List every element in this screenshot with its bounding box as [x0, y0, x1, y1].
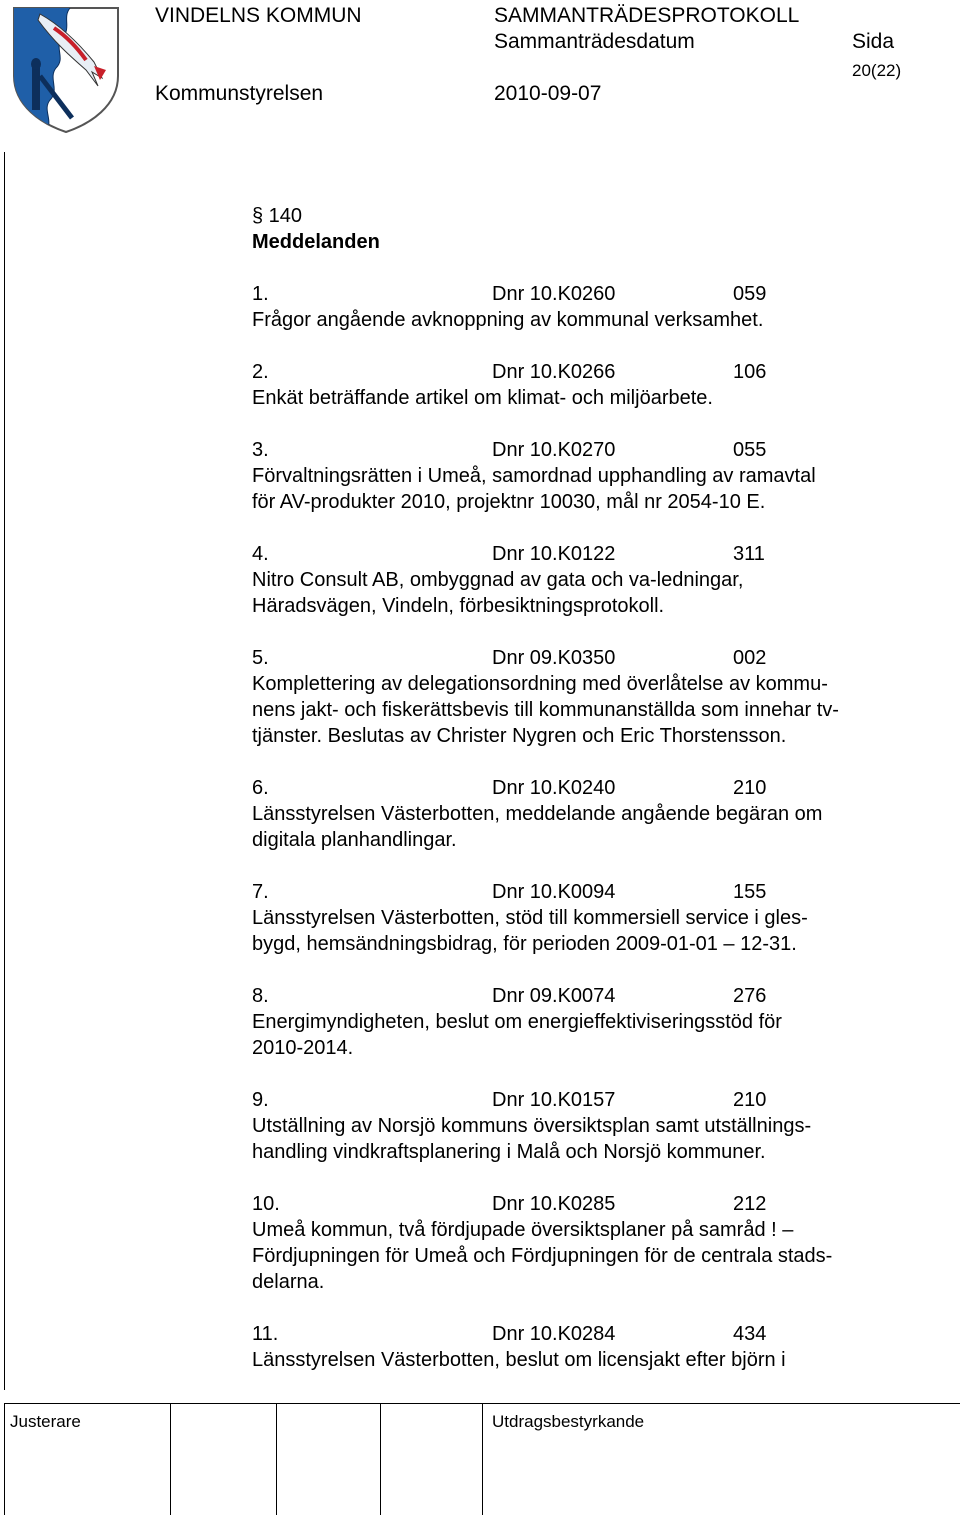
notice-item-header [252, 1191, 952, 1217]
notice-code: 210 [733, 777, 767, 799]
notice-item [252, 1321, 952, 1373]
notice-code: 212 [733, 1193, 767, 1215]
notice-item [252, 983, 952, 1061]
notice-number: 4. [252, 543, 269, 565]
notice-item-header [252, 359, 952, 385]
notice-item [252, 879, 952, 957]
notice-number: 2. [252, 361, 269, 383]
notice-diary-number: Dnr 10.K0157 [492, 1089, 616, 1111]
notice-item-header [252, 541, 952, 567]
notice-code: 276 [733, 985, 767, 1007]
notice-number: 9. [252, 1089, 269, 1111]
footer-signature-divider-4 [482, 1403, 483, 1515]
notice-number: 11. [252, 1323, 279, 1345]
notice-number: 3. [252, 439, 269, 461]
footer-signature-divider-1 [170, 1403, 171, 1515]
section-content [252, 203, 952, 1399]
notice-code: 210 [733, 1089, 767, 1111]
notice-item-header [252, 645, 952, 671]
footer-signature-divider-3 [380, 1403, 381, 1515]
committee-name: Kommunstyrelsen [155, 82, 324, 105]
notice-item [252, 645, 952, 749]
paragraph-number: § 140 [252, 205, 303, 227]
notice-code: 002 [733, 647, 767, 669]
notice-diary-number: Dnr 10.K0270 [492, 439, 616, 461]
notice-description: Komplettering av delegationsordning med överlåtelse av kommu- nens jakt- och fiskerättsbevis till kommunanställda som innehar tv- tjänster. Beslutas av Christer Nygren och Eric Thorstensson. [252, 673, 839, 747]
footer-signature-divider-2 [276, 1403, 277, 1515]
notice-item [252, 775, 952, 853]
meeting-date: 2010-09-07 [494, 82, 602, 105]
notice-description: Frågor angående avknoppning av kommunal verksamhet. [252, 309, 764, 331]
notice-number: 1. [252, 283, 269, 305]
notice-description: Utställning av Norsjö kommuns översiktsplan samt utställnings- handling vindkraftsplanering i Malå och Norsjö kommuner. [252, 1115, 812, 1163]
municipal-crest-logo [10, 6, 122, 134]
municipality-name: VINDELNS KOMMUN [155, 4, 362, 27]
notice-item [252, 1087, 952, 1165]
notice-code: 434 [733, 1323, 767, 1345]
notice-description: Umeå kommun, två fördjupade översiktsplaner på samråd ! – Fördjupningen för Umeå och Fördjupningen för de centrala stads- delarna. [252, 1219, 833, 1293]
notice-number: 7. [252, 881, 269, 903]
notice-description: Nitro Consult AB, ombyggnad av gata och va-ledningar, Häradsvägen, Vindeln, förbesiktningsprotokoll. [252, 569, 744, 617]
notice-diary-number: Dnr 10.K0285 [492, 1193, 616, 1215]
notice-diary-number: Dnr 10.K0284 [492, 1323, 616, 1345]
notice-diary-number: Dnr 10.K0094 [492, 881, 616, 903]
notice-number: 5. [252, 647, 269, 669]
notice-item [252, 281, 952, 333]
notice-item-header [252, 879, 952, 905]
notice-number: 8. [252, 985, 269, 1007]
notice-code: 059 [733, 283, 767, 305]
page-number: 20(22) [852, 61, 902, 80]
meeting-date-label: Sammanträdesdatum [494, 30, 695, 53]
notice-diary-number: Dnr 10.K0240 [492, 777, 616, 799]
footer-justerare-label: Justerare [10, 1412, 81, 1431]
left-frame-line [4, 152, 5, 1390]
notice-diary-number: Dnr 09.K0350 [492, 647, 616, 669]
notice-diary-number: Dnr 10.K0266 [492, 361, 616, 383]
page-label: Sida [852, 30, 895, 53]
notice-diary-number: Dnr 10.K0122 [492, 543, 616, 565]
notice-number: 10. [252, 1193, 280, 1215]
footer-left-line [4, 1403, 5, 1515]
notice-item [252, 541, 952, 619]
notice-item [252, 1191, 952, 1295]
notice-item-header [252, 1321, 952, 1347]
section-title: Meddelanden [252, 231, 380, 253]
document-type: SAMMANTRÄDESPROTOKOLL [494, 4, 800, 27]
notice-description: Energimyndigheten, beslut om energieffektiviseringsstöd för 2010-2014. [252, 1011, 782, 1059]
notice-description: Länsstyrelsen Västerbotten, stöd till kommersiell service i gles- bygd, hemsändningsbidrag, för perioden 2009-01-01 – 12-31. [252, 907, 808, 955]
notice-description: Förvaltningsrätten i Umeå, samordnad upphandling av ramavtal för AV-produkter 2010, projektnr 10030, mål nr 2054-10 E. [252, 465, 816, 513]
notice-code: 155 [733, 881, 767, 903]
notice-item [252, 359, 952, 411]
notice-item-header [252, 983, 952, 1009]
notice-item-header [252, 437, 952, 463]
notice-diary-number: Dnr 10.K0260 [492, 283, 616, 305]
notice-list [252, 281, 952, 1373]
notice-item [252, 437, 952, 515]
notice-description: Länsstyrelsen Västerbotten, meddelande angående begäran om digitala planhandlingar. [252, 803, 823, 851]
notice-description: Länsstyrelsen Västerbotten, beslut om licensjakt efter björn i [252, 1349, 786, 1371]
notice-item-header [252, 775, 952, 801]
notice-item-header [252, 281, 952, 307]
notice-code: 106 [733, 361, 767, 383]
notice-diary-number: Dnr 09.K0074 [492, 985, 616, 1007]
notice-description: Enkät beträffande artikel om klimat- och miljöarbete. [252, 387, 713, 409]
notice-code: 055 [733, 439, 767, 461]
notice-code: 311 [733, 543, 765, 565]
footer-extract-certification-label: Utdragsbestyrkande [492, 1412, 645, 1431]
notice-item-header [252, 1087, 952, 1113]
notice-number: 6. [252, 777, 269, 799]
